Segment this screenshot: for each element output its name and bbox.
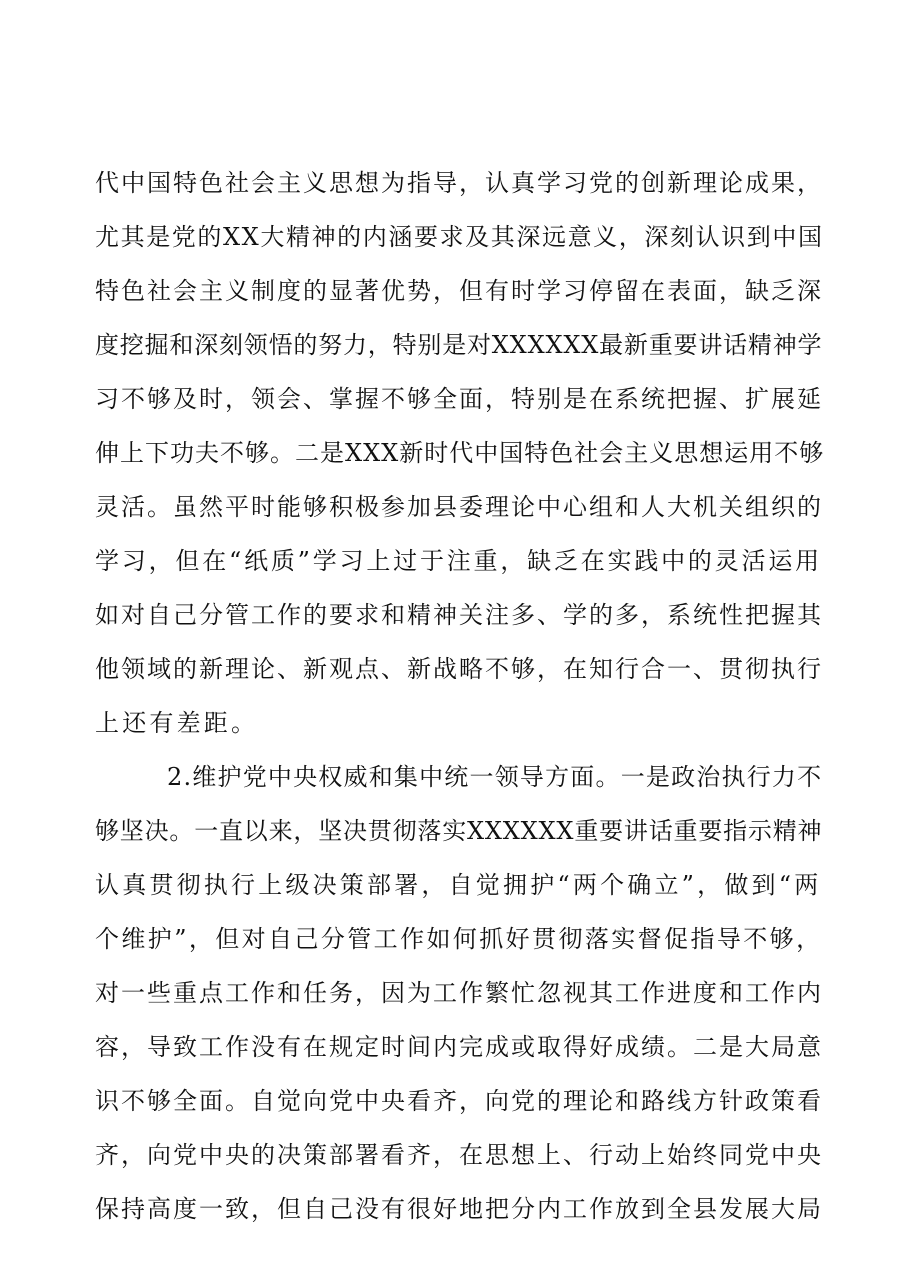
text-line: 习不够及时，领会、掌握不够全面，特别是在系统把握、扩展延 <box>95 385 823 413</box>
text-line: 保持高度一致，但自己没有很好地把分内工作放到全县发展大局 <box>95 1195 823 1223</box>
text-line: 他领域的新理论、新观点、新战略不够，在知行合一、贯彻执行 <box>95 655 823 683</box>
paragraph-first-line: 2.维护党中央权威和集中统一领导方面。一是政治执行力不 <box>167 763 823 791</box>
text-line: 代中国特色社会主义思想为指导，认真学习党的创新理论成果， <box>95 169 823 197</box>
text-line: 识不够全面。自觉向党中央看齐，向党的理论和路线方针政策看 <box>95 1087 823 1115</box>
text-line: 容，导致工作没有在规定时间内完成或取得好成绩。二是大局意 <box>95 1033 823 1061</box>
text-line: 认真贯彻执行上级决策部署，自觉拥护“两个确立”，做到“两 <box>95 871 822 899</box>
text-line: 齐，向党中央的决策部署看齐，在思想上、行动上始终同党中央 <box>95 1141 823 1169</box>
text-line: 伸上下功夫不够。二是XXX新时代中国特色社会主义思想运用不够 <box>95 439 825 467</box>
text-line: 够坚决。一直以来，坚决贯彻落实XXXXXX重要讲话重要指示精神 <box>95 817 823 845</box>
text-line: 如对自己分管工作的要求和精神关注多、学的多，系统性把握其 <box>95 601 823 629</box>
text-line: 学习，但在“纸质”学习上过于注重，缺乏在实践中的灵活运用 <box>95 547 822 575</box>
text-line: 上还有差距。 <box>95 709 259 737</box>
text-line: 个维护”，但对自己分管工作如何抓好贯彻落实督促指导不够， <box>95 925 823 953</box>
text-line: 度挖掘和深刻领悟的努力，特别是对XXXXXX最新重要讲话精神学 <box>95 331 823 359</box>
text-line: 尤其是党的XX大精神的内涵要求及其深远意义，深刻认识到中国 <box>95 223 824 251</box>
text-line: 特色社会主义制度的显著优势，但有时学习停留在表面，缺乏深 <box>95 277 823 305</box>
text-line: 灵活。虽然平时能够积极参加县委理论中心组和人大机关组织的 <box>95 493 823 521</box>
text-line: 对一些重点工作和任务，因为工作繁忙忽视其工作进度和工作内 <box>95 979 823 1007</box>
